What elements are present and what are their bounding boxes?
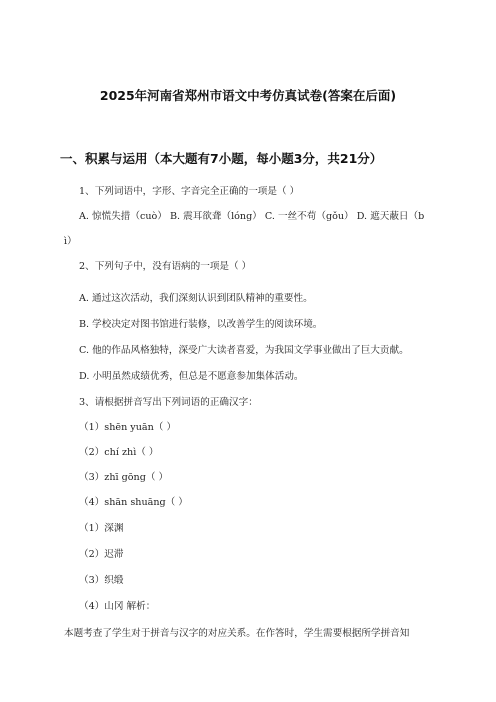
document-title: 2025年河南省郑州市语文中考仿真试卷(答案在后面) [99,88,397,103]
question-3-answer: （2）迟滞 [79,549,124,560]
question-3-item: （2）chí zhì（ ） [79,447,159,458]
question-3-item: （1）shēn yuān（ ） [79,422,177,433]
question-3-item: （3）zhī gōng（ ） [79,472,169,483]
question-1-stem: 1、下列词语中，字形、字音完全正确的一项是（ ） [79,186,300,197]
question-2-option-c: C. 他的作品风格独特，深受广大读者喜爱，为我国文学事业做出了巨大贡献。 [79,345,409,356]
question-1-options-wrap: ì） [64,236,77,247]
question-3-item: （4）shān shuāng（ ） [79,497,188,508]
question-3-stem: 3、请根据拼音写出下列词语的正确汉字： [79,397,258,408]
question-2-stem: 2、下列句子中，没有语病的一项是（ ） [79,261,252,272]
question-3-answer-with-analysis: （4）山冈 解析： [79,601,156,612]
question-3-answer: （3）织缎 [79,575,124,586]
question-2-option-d: D. 小明虽然成绩优秀，但总是不愿意参加集体活动。 [79,371,304,382]
question-1-options: A. 惊慌失措（cuò） B. 震耳欲聋（lóng） C. 一丝不苟（gǒu） D. 遮天蔽日（b [79,211,425,222]
question-2-option-a: A. 通过这次活动，我们深刻认识到团队精神的重要性。 [79,293,313,304]
question-3-answer: （1）深渊 [79,523,124,534]
question-3-analysis: 本题考查了学生对于拼音与汉字的对应关系。在作答时，学生需要根据所学拼音知 [64,628,410,639]
section-heading: 一、积累与运用（本大题有7小题，每小题3分，共21分） [60,151,383,166]
question-2-option-b: B. 学校决定对图书馆进行装修，以改善学生的阅读环境。 [79,319,323,330]
